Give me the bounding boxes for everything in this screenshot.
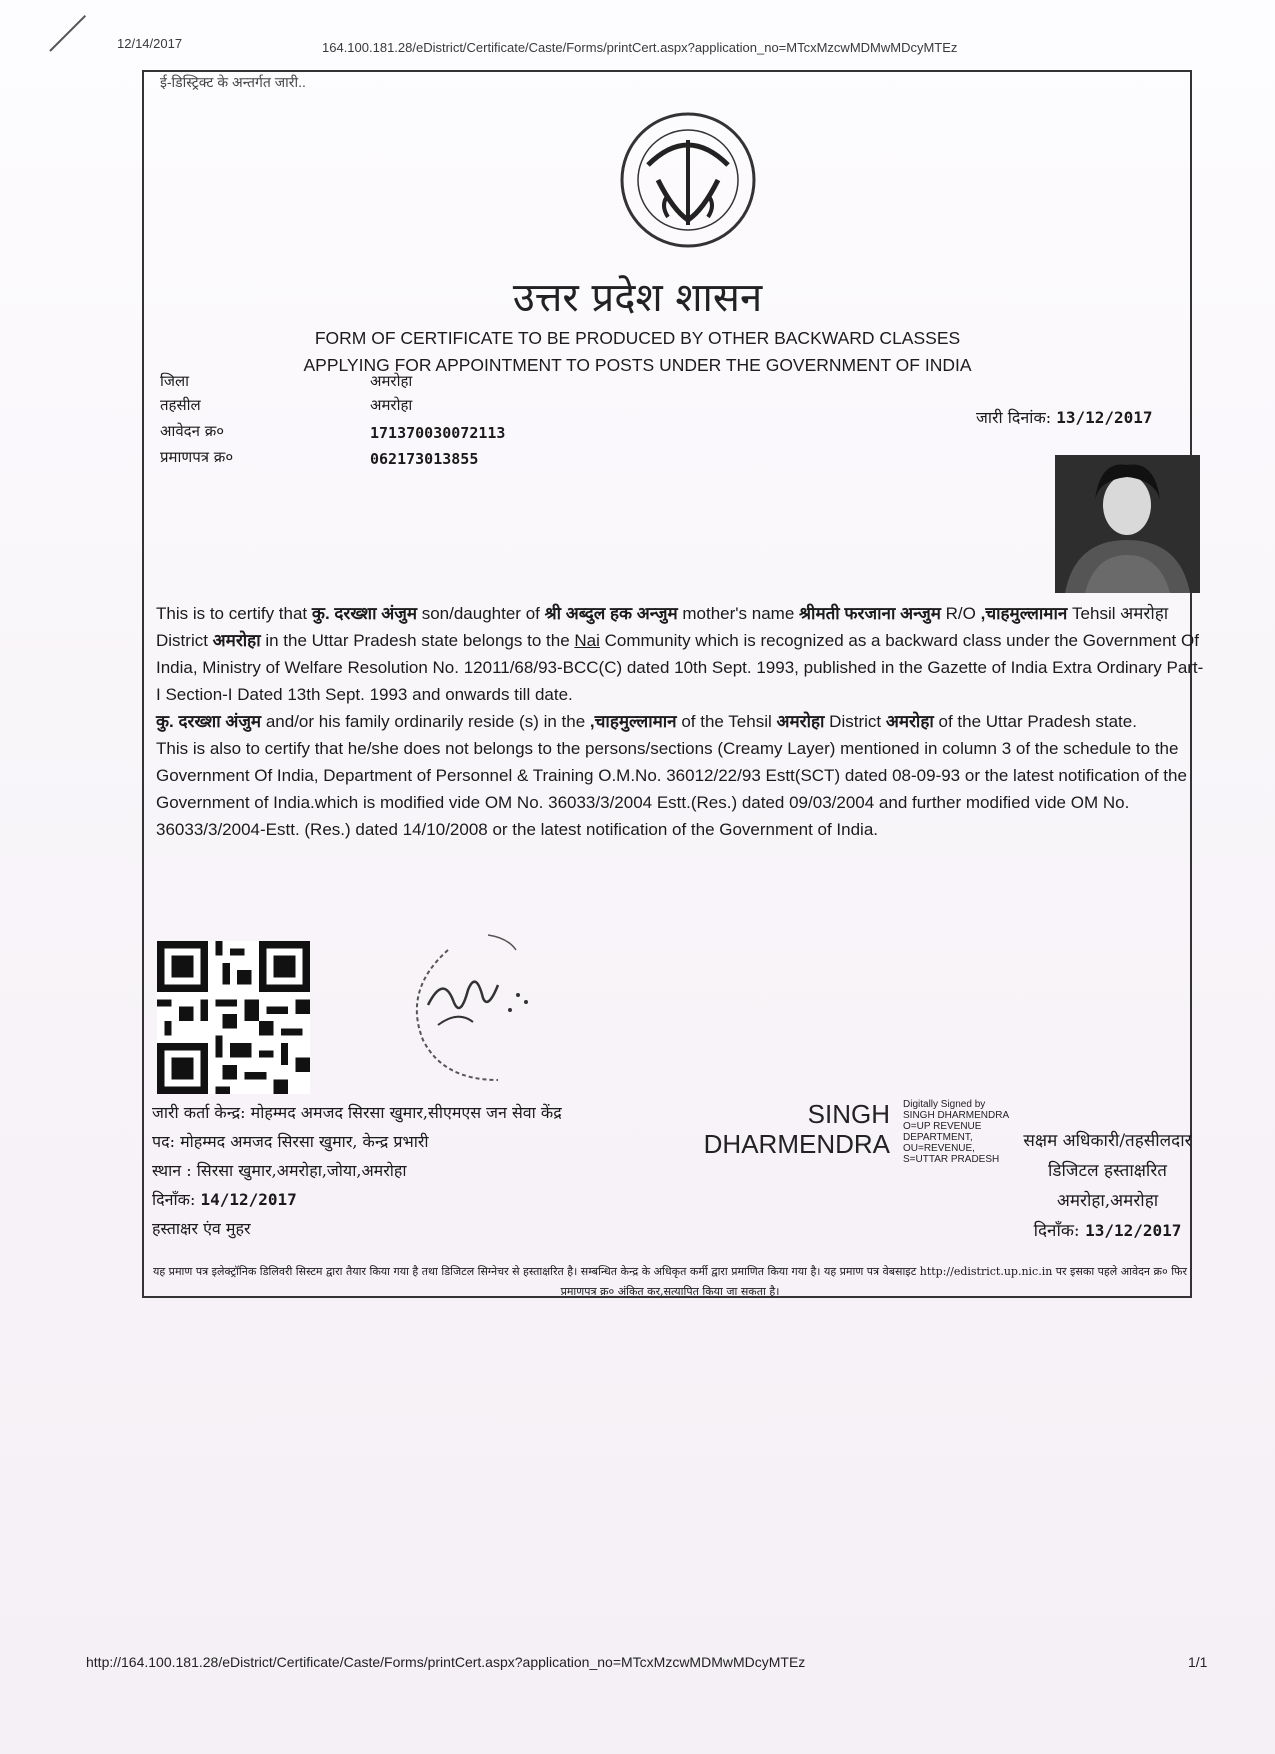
issued-note: ई-डिस्ट्रिक्ट के अन्तर्गत जारी.. [160, 74, 306, 90]
officer-place: अमरोहा,अमरोहा [1056, 1191, 1159, 1211]
applicant-photo [1055, 455, 1200, 593]
tehsil-value: अमरोहा [370, 396, 413, 414]
certificate-no-value: 062173013855 [370, 450, 479, 468]
digital-signer-name [690, 1099, 890, 1159]
post-value: मोहम्मद अमजद सिरसा खुमार, केन्द्र प्रभारी [180, 1132, 429, 1151]
body-text: R/O [940, 604, 981, 623]
body-text: Tehsil [1067, 604, 1121, 623]
competent-officer-block [1010, 1126, 1205, 1246]
tehsil-name: अमरोहा [776, 712, 825, 731]
application-no-label: आवेदन क्र० [160, 422, 225, 440]
locality: ,चाहमुल्लामान [589, 712, 677, 731]
place-value: सिरसा खुमार,अमरोहा,जोया,अमरोहा [196, 1161, 407, 1180]
body-text: Community which is recognized as a backward class under the Government Of India, Ministry of Welfare Resolution No. 12011/68/93-BCC(C) dated 10th Sept. 1993, published in the Gazette of India Extra Ordinary Part-I Section-I Dated 13th Sept. 1993 and onwards till date. [156, 631, 1204, 704]
page-number: 1/1 [1188, 1654, 1208, 1670]
creamy-layer-paragraph: This is also to certify that he/she does not belongs to the persons/sections (Creamy Layer) mentioned in column 3 of the schedule to the Government Of India, Department of Personnel & Training O.M.No. 36012/22/93 Estt(SCT) dated 08-09-93 or the latest notification of the Government of India.which is modified vide OM No. 36033/3/2004 Estt.(Res.) dated 09/03/2004 and further modified vide OM No. 36033/3/2004-Estt. (Res.) dated 14/10/2008 or the latest notification of the Government of India. [156, 739, 1187, 839]
issuer-date-value: 14/12/2017 [200, 1190, 297, 1209]
issue-date-value: 13/12/2017 [1056, 408, 1153, 427]
government-title: उत्तर प्रदेश शासन [512, 275, 763, 321]
print-header-date: 12/14/2017 [117, 36, 183, 51]
issue-date [976, 406, 1153, 428]
body-text: of the Uttar Pradesh state. [933, 712, 1137, 731]
signer-name-line-2: DHARMENDRA [703, 1129, 890, 1159]
tehsil-label: तहसील [160, 396, 201, 414]
certification-paragraph [156, 600, 1206, 708]
body-text: District [156, 631, 213, 650]
officer-date-label: दिनाँक: [1033, 1221, 1080, 1241]
father-name: श्री अब्दुल हक अन्जुम [544, 604, 678, 623]
signature-seal [398, 930, 568, 1090]
issuing-center-value: मोहम्मद अमजद सिरसा खुमार,सीएमएस जन सेवा केंद्र [250, 1103, 562, 1122]
district-label: जिला [160, 372, 190, 390]
body-text: son/daughter of [417, 604, 545, 623]
residence-paragraph [156, 708, 1206, 735]
issuing-center-block [152, 1098, 562, 1243]
tehsil-name: अमरोहा [1120, 604, 1169, 623]
certificate-no-label: प्रमाणपत्र क्र० [160, 448, 234, 466]
signer-name-line-1: SINGH [807, 1099, 890, 1129]
qr-code [157, 941, 310, 1094]
form-title-line-1: FORM OF CERTIFICATE TO BE PRODUCED BY OTHER BACKWARD CLASSES [314, 328, 961, 348]
body-text: District [824, 712, 886, 731]
verification-note: यह प्रमाण पत्र इलेक्ट्रॉनिक डिलिवरी सिस्टम द्वारा तैयार किया गया है तथा डिजिटल सिग्नेचर से हस्ताक्षरित है। सम्बन्धित केन्द्र के अधिकृत कर्मी द्वारा प्रमाणित किया गया है। यह प्रमाण पत्र वेबसाइट http://edistrict.up.nic.in पर इसका पहले आवेदन क्र० फिर प्रमाणपत्र क्र० अंकित कर,सत्यापित किया जा सकता है। [152, 1265, 1188, 1298]
body-text: in the Uttar Pradesh state belongs to the [260, 631, 575, 650]
certificate-body [156, 600, 1206, 843]
officer-date-value: 13/12/2017 [1085, 1221, 1182, 1240]
officer-digital-sign: डिजिटल हस्ताक्षरित [1048, 1161, 1167, 1181]
print-footer-url: http://164.100.181.28/eDistrict/Certificate/Caste/Forms/printCert.aspx?application_no=MTcxMzcwMDMwMDcyMTEz [86, 1654, 806, 1670]
district-name: अमरोहा [885, 712, 934, 731]
post-label: पद: [152, 1132, 175, 1151]
place-label: स्थान : [152, 1161, 192, 1180]
uttar-pradesh-emblem-icon [618, 110, 758, 250]
district-name: अमरोहा [212, 631, 261, 650]
signature-seal-label: हस्ताक्षर एंव मुहर [152, 1219, 251, 1238]
body-text: This is to certify that [156, 604, 312, 623]
applicant-name: कु. दरख्शा अंजुम [311, 604, 417, 623]
body-text: and/or his family ordinarily reside (s) in the [261, 712, 590, 731]
locality: ,चाहमुल्लामान [980, 604, 1068, 623]
applicant-name: कु. दरख्शा अंजुम [156, 712, 262, 731]
issuer-date-label: दिनाँक: [152, 1190, 196, 1209]
print-header-url: 164.100.181.28/eDistrict/Certificate/Caste/Forms/printCert.aspx?application_no=MTcxMzcwMDMwMDcyMTEz [322, 40, 958, 55]
issuing-center-label: जारी कर्ता केन्द्र: [152, 1103, 246, 1122]
district-value: अमरोहा [370, 372, 413, 390]
form-title [0, 325, 1275, 379]
mother-name: श्रीमती फरजाना अन्जुम [799, 604, 941, 623]
form-title-line-2: APPLYING FOR APPOINTMENT TO POSTS UNDER THE GOVERNMENT OF INDIA [303, 355, 972, 375]
digital-signature-details: Digitally Signed by SINGH DHARMENDRA O=UP REVENUE DEPARTMENT, OU=REVENUE, S=UTTAR PRADESH [903, 1099, 1009, 1165]
community-name: Nai [574, 631, 600, 650]
officer-title: सक्षम अधिकारी/तहसीलदार [1023, 1131, 1192, 1151]
issue-date-label: जारी दिनांक: [976, 408, 1052, 427]
body-text: of the Tehsil [676, 712, 777, 731]
body-text: mother's name [677, 604, 800, 623]
application-no-value: 171370030072113 [370, 424, 506, 442]
